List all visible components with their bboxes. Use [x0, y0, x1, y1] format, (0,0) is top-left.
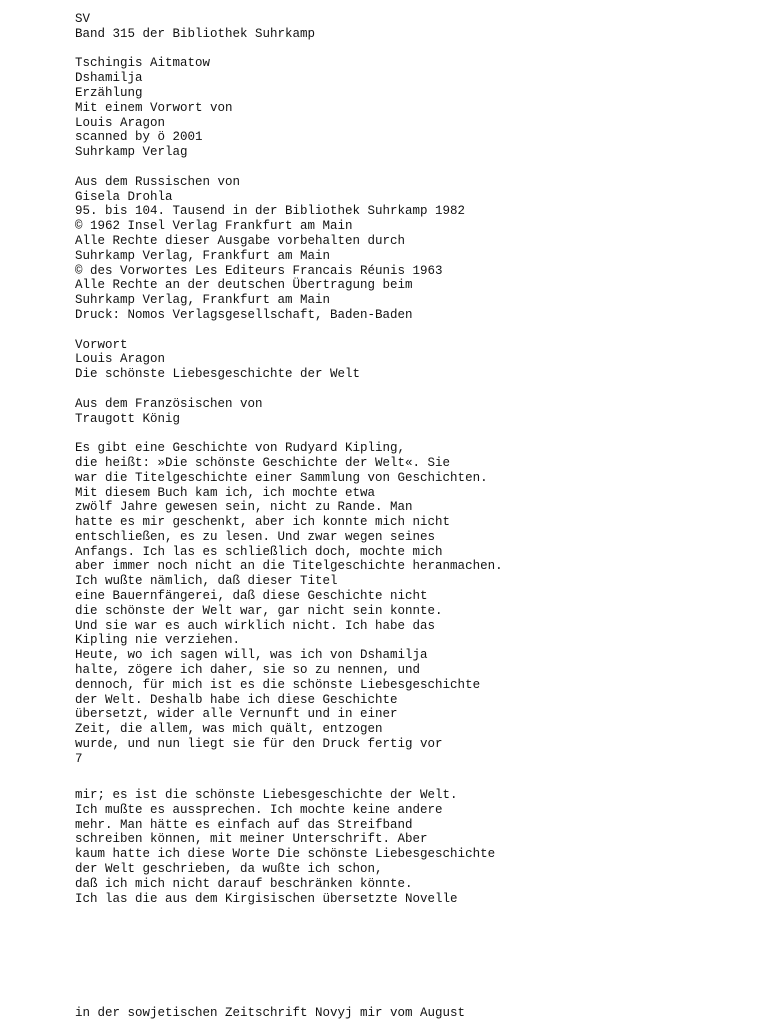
title-block: [75, 56, 503, 160]
text-line: halte, zögere ich daher, sie so zu nennen, und: [75, 663, 421, 678]
text-line: war die Titelgeschichte einer Sammlung von Geschichten.: [75, 470, 488, 485]
text-line: die schönste der Welt war, gar nicht sein konnte.: [75, 603, 443, 618]
text-line: Vorwort: [75, 337, 128, 352]
text-line: der Welt geschrieben, da wußte ich schon,: [75, 861, 383, 876]
text-line: schreiben können, mit meiner Unterschrift. Aber: [75, 832, 428, 847]
text-line: 95. bis 104. Tausend in der Bibliothek Suhrkamp 1982: [75, 204, 466, 219]
text-line: hatte es mir geschenkt, aber ich konnte mich nicht: [75, 515, 451, 530]
text-line: übersetzt, wider alle Vernunft und in einer: [75, 707, 398, 722]
text-line: Ich wußte nämlich, daß dieser Titel: [75, 574, 338, 589]
text-line: Band 315 der Bibliothek Suhrkamp: [75, 26, 316, 41]
text-line: Druck: Nomos Verlagsgesellschaft, Baden-Baden: [75, 307, 413, 322]
text-line: © 1962 Insel Verlag Frankfurt am Main: [75, 219, 353, 234]
text-line: wurde, und nun liegt sie für den Druck fertig vor: [75, 737, 443, 752]
series-imprint: [75, 12, 503, 42]
text-line: zwölf Jahre gewesen sein, nicht zu Rande. Man: [75, 500, 413, 515]
text-line: Anfangs. Ich las es schließlich doch, mochte mich: [75, 544, 443, 559]
text-line: Mit einem Vorwort von: [75, 100, 233, 115]
text-line: Louis Aragon: [75, 352, 166, 367]
text-line: Kipling nie verziehen.: [75, 633, 241, 648]
body-paragraph: [75, 441, 503, 752]
text-line: kaum hatte ich diese Worte Die schönste Liebesgeschichte: [75, 847, 496, 862]
text-line: der Welt. Deshalb habe ich diese Geschichte: [75, 692, 398, 707]
text-line: Erzählung: [75, 85, 143, 100]
text-line: Aus dem Russischen von: [75, 174, 241, 189]
text-line: Heute, wo ich sagen will, was ich von Dshamilja: [75, 648, 428, 663]
text-line: in der sowjetischen Zeitschrift Novyj mir vom August: [75, 1006, 466, 1020]
continued-text-block: [75, 788, 495, 906]
text-line: eine Bauernfängerei, daß diese Geschichte nicht: [75, 589, 428, 604]
text-line: mir; es ist die schönste Liebesgeschichte der Welt.: [75, 788, 458, 802]
page-number: 7: [75, 751, 83, 766]
text-line: die heißt: »Die schönste Geschichte der Welt«. Sie: [75, 455, 451, 470]
text-line: entschließen, es zu lesen. Und zwar wegen seines: [75, 529, 436, 544]
text-line: © des Vorwortes Les Editeurs Francais Réunis 1963: [75, 263, 443, 278]
text-line: Louis Aragon: [75, 115, 166, 130]
text-line: mehr. Man hätte es einfach auf das Streifband: [75, 817, 413, 832]
text-line: Ich las die aus dem Kirgisischen übersetzte Novelle: [75, 891, 458, 906]
text-line: SV: [75, 12, 91, 26]
text-line: Tschingis Aitmatow: [75, 56, 211, 71]
text-line: Mit diesem Buch kam ich, ich mochte etwa: [75, 485, 376, 500]
text-line: Traugott König: [75, 411, 181, 426]
text-line: daß ich mich nicht darauf beschränken könnte.: [75, 876, 413, 891]
translator-credit: [75, 397, 503, 427]
text-line: Und sie war es auch wirklich nicht. Ich habe das: [75, 618, 436, 633]
text-line: Gisela Drohla: [75, 189, 173, 204]
text-line: Suhrkamp Verlag: [75, 145, 188, 160]
text-line: dennoch, für mich ist es die schönste Liebesgeschichte: [75, 677, 481, 692]
foreword-heading: [75, 338, 503, 382]
text-line: aber immer noch nicht an die Titelgeschichte heranmachen.: [75, 559, 503, 574]
text-line: Dshamilja: [75, 71, 143, 86]
text-line: scanned by ö 2001: [75, 130, 203, 145]
main-text-block: [75, 12, 503, 767]
text-line: Es gibt eine Geschichte von Rudyard Kipling,: [75, 441, 406, 456]
bottom-text-block: [75, 1006, 465, 1021]
text-line: Zeit, die allem, was mich quält, entzogen: [75, 722, 383, 737]
text-line: Alle Rechte dieser Ausgabe vorbehalten durch: [75, 233, 406, 248]
text-line: Suhrkamp Verlag, Frankfurt am Main: [75, 293, 331, 308]
text-line: Suhrkamp Verlag, Frankfurt am Main: [75, 248, 331, 263]
text-line: Aus dem Französischen von: [75, 396, 263, 411]
text-line: Alle Rechte an der deutschen Übertragung beim: [75, 278, 413, 293]
text-line: Ich mußte es aussprechen. Ich mochte keine andere: [75, 802, 443, 817]
text-line: Die schönste Liebesgeschichte der Welt: [75, 367, 361, 382]
rights-block: [75, 175, 503, 323]
